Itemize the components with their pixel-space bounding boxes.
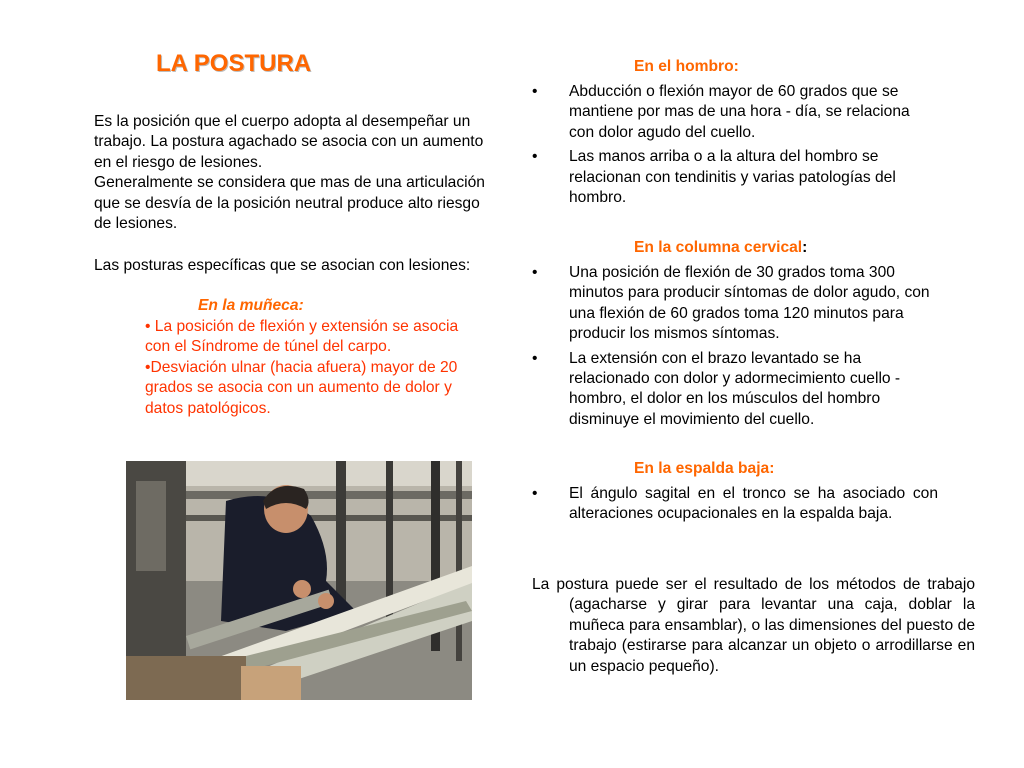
shoulder-heading <box>634 57 739 77</box>
list-item <box>532 147 938 208</box>
cervical-heading-text: En la columna cervical <box>634 239 803 256</box>
list-item-text: La extensión con el brazo levantado se ha relacionado con dolor y adormecimiento cuello - hombro, el dolor en los músculos del hombro disminuye el movimiento del cuello. <box>569 349 901 428</box>
closing-paragraph: La postura puede ser el resultado de los métodos de trabajo (agacharse y girar para levantar una caja, doblar la muñeca para ensamblar), o las dimensiones del puesto de trabajo (estirarse para alcanzar un objeto o arrodillarse en un espacio pequeño). <box>532 576 975 675</box>
list-item <box>532 349 938 431</box>
specific-postures-intro: Las posturas específicas que se asocian con lesiones: <box>94 257 471 274</box>
list-item-text: Abducción o flexión mayor de 60 grados que se mantiene por mas de una hora - día, se relaciona con dolor agudo del cuello. <box>569 83 910 141</box>
wrist-item: •Desviación ulnar (hacia afuera) mayor de 20 grados se asocia con un aumento de dolor y datos patológicos. <box>145 358 458 417</box>
bullet-icon: • <box>532 349 538 367</box>
lowback-heading: En la espalda baja: <box>634 460 775 477</box>
wrist-item: • La posición de flexión y extensión se asocia con el Síndrome de túnel del carpo. <box>145 318 459 356</box>
cervical-heading <box>634 238 807 258</box>
page-title: LA POSTURA <box>156 50 312 77</box>
bullet-icon: • <box>532 83 538 100</box>
shoulder-heading-colon: : <box>733 58 739 75</box>
list-item-text: El ángulo sagital en el tronco se ha asociado con alteraciones ocupacionales en la espalda baja. <box>569 485 938 523</box>
wrist-heading: En la muñeca: <box>198 297 304 314</box>
list-item-text: Una posición de flexión de 30 grados toma 300 minutos para producir síntomas de dolor agudo, con una flexión de 60 grados toma 120 minutos para producir los mismos síntomas. <box>569 264 930 343</box>
shoulder-list <box>532 82 938 212</box>
bullet-icon: • <box>532 485 538 502</box>
worker-photo-illustration <box>126 461 472 700</box>
bullet-icon: • <box>532 264 538 281</box>
wrist-list <box>145 317 485 419</box>
cervical-heading-colon: : <box>802 239 808 256</box>
intro-paragraph-1: Es la posición que el cuerpo adopta al desempeñar un trabajo. La postura agachado se asocia con un aumento en el riesgo de lesiones. <box>94 113 484 171</box>
list-item <box>532 263 938 345</box>
bullet-icon: • <box>532 148 538 166</box>
cervical-list <box>532 263 938 434</box>
worker-photo <box>126 461 472 700</box>
list-item-text: Las manos arriba o a la altura del hombro se relacionan con tendinitis y varias patologías del hombro. <box>569 148 896 207</box>
intro-text <box>94 112 494 234</box>
shoulder-heading-text: En el hombro <box>634 58 734 75</box>
lowback-list <box>532 484 938 529</box>
intro-paragraph-2: Generalmente se considera que mas de una articulación que se desvía de la posición neutral produce alto riesgo de lesiones. <box>94 174 485 233</box>
list-item <box>532 82 938 143</box>
list-item <box>532 484 938 525</box>
